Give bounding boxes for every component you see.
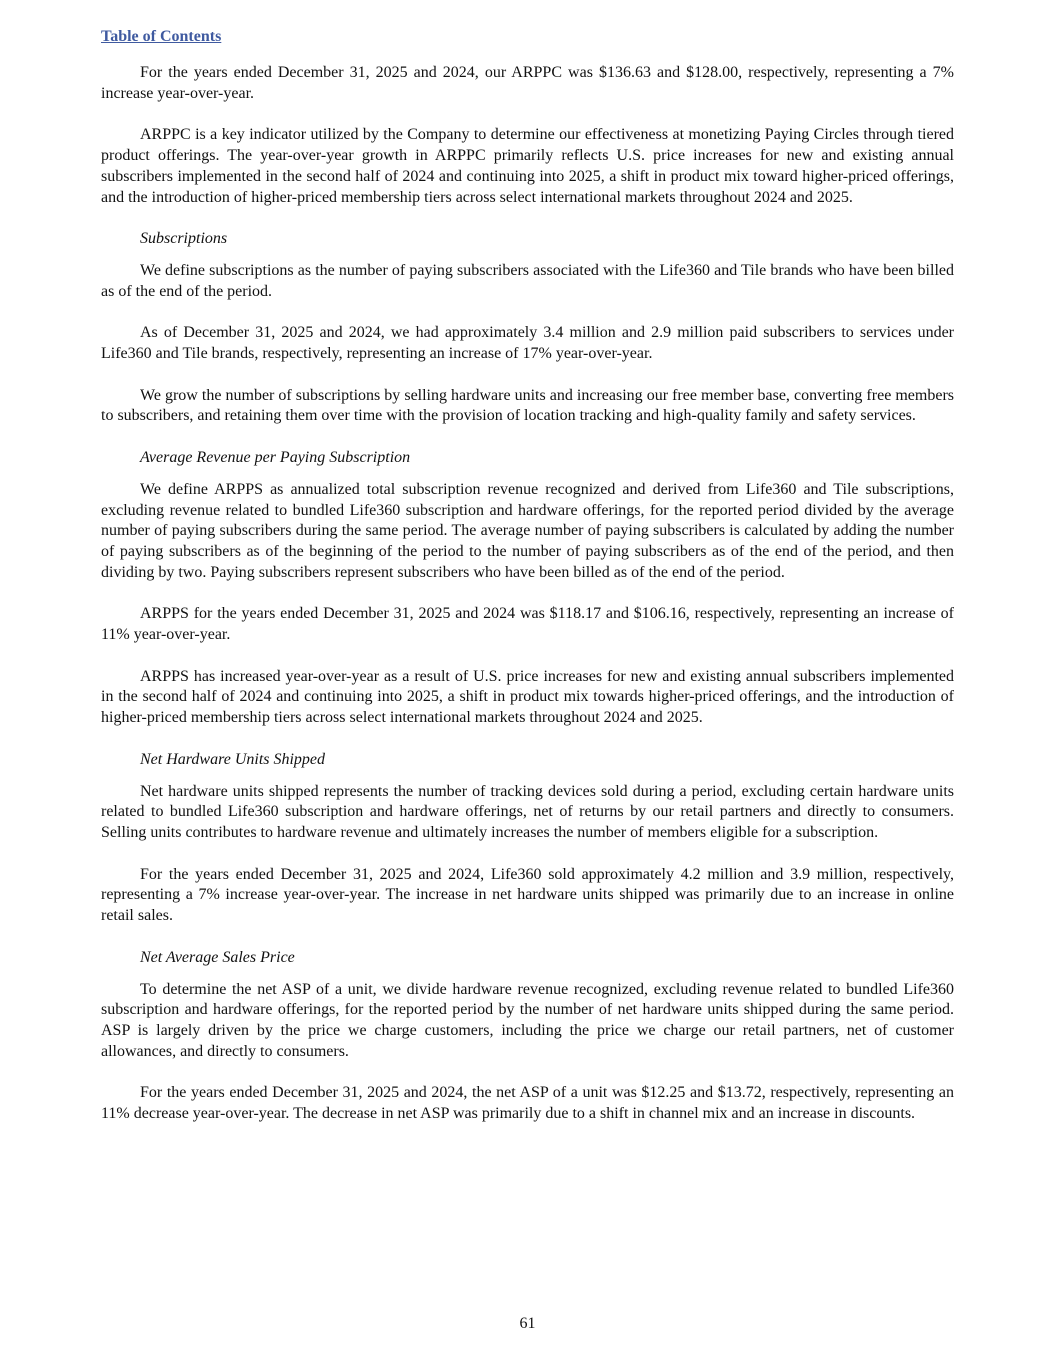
arppc-paragraph-2: ARPPC is a key indicator utilized by the Company to determine our effectiveness at monetizing Paying Circles through tiered product offerings. The year-over-year growth in ARPPC primarily reflects U.S. price increases for new and existing annual subscribers implemented in the second half of 2024 and continuing into 2025, a shift in product mix toward higher-priced offerings, and the introduction of higher-priced membership tiers across select international markets throughout 2024 and 2025. [101,126,954,206]
net-asp-paragraph-2: For the years ended December 31, 2025 and 2024, the net ASP of a unit was $12.25 and $13.72, respectively, representing an 11% decrease year-over-year. The decrease in net ASP was primarily due to a shift in channel mix and an increase in discounts. [101,1084,954,1123]
arpps-paragraph-3: ARPPS has increased year-over-year as a result of U.S. price increases for new and existing annual subscribers implemented in the second half of 2024 and continuing into 2025, a shift in product mix towards higher-priced offerings, and the introduction of higher-priced membership tiers across select international markets throughout 2024 and 2025. [101,667,954,727]
subscriptions-heading: Subscriptions [140,230,228,248]
page-number: 61 [519,1315,536,1332]
subscriptions-paragraph-2: As of December 31, 2025 and 2024, we had approximately 3.4 million and 2.9 million paid subscribers to services under Life360 and Tile brands, respectively, representing an increase of 17% year-over-year. [101,324,954,363]
table-of-contents-link[interactable]: Table of Contents [101,28,222,45]
arpps-paragraph-2: ARPPS for the years ended December 31, 2025 and 2024 was $118.17 and $106.16, respectively, representing an increase of 11% year-over-year. [101,605,954,644]
net-asp-heading: Net Average Sales Price [140,948,295,966]
subscriptions-paragraph-1: We define subscriptions as the number of paying subscribers associated with the Life360 and Tile brands who have been billed as of the end of the period. [101,261,954,300]
arpps-heading: Average Revenue per Paying Subscription [140,449,411,467]
document-page [101,26,954,1146]
hardware-units-paragraph-1: Net hardware units shipped represents the number of tracking devices sold during a period, excluding certain hardware units related to bundled Life360 subscription and hardware offerings, net of returns by our retail partners and directly to consumers. Selling units contributes to hardware revenue and ultimately increases the number of members eligible for a subscription. [101,782,954,841]
arpps-paragraph-1: We define ARPPS as annualized total subscription revenue recognized and derived from Life360 and Tile subscriptions, excluding revenue related to bundled Life360 subscription and hardware offerings, for the reported period divided by the average number of paying subscribers during the same period. The average number of paying subscribers is calculated by adding the number of paying subscribers as of the beginning of the period to the number of paying subscribers as of the end of the period, and then dividing by two. Paying subscribers represent subscribers who have been billed as of the end of the period. [101,480,954,581]
net-asp-paragraph-1: To determine the net ASP of a unit, we divide hardware revenue recognized, excluding revenue related to bundled Life360 subscription and hardware offerings, for the reported period by the number of net hardware units shipped during the same period. ASP is largely driven by the price we charge customers, including the price we charge our retail partners, net of customer allowances, and directly to consumers. [101,980,954,1060]
subscriptions-paragraph-3: We grow the number of subscriptions by selling hardware units and increasing our free member base, converting free members to subscribers, and retaining them over time with the provision of location tracking and high-quality family and safety services. [101,386,954,425]
arppc-paragraph-1: For the years ended December 31, 2025 and 2024, our ARPPC was $136.63 and $128.00, respectively, representing a 7% increase year-over-year. [101,64,954,102]
hardware-units-paragraph-2: For the years ended December 31, 2025 and 2024, Life360 sold approximately 4.2 million and 3.9 million, respectively, representing a 7% increase year-over-year. The increase in net hardware units shipped was primarily due to an increase in online retail sales. [101,865,954,925]
hardware-units-heading: Net Hardware Units Shipped [140,750,326,768]
